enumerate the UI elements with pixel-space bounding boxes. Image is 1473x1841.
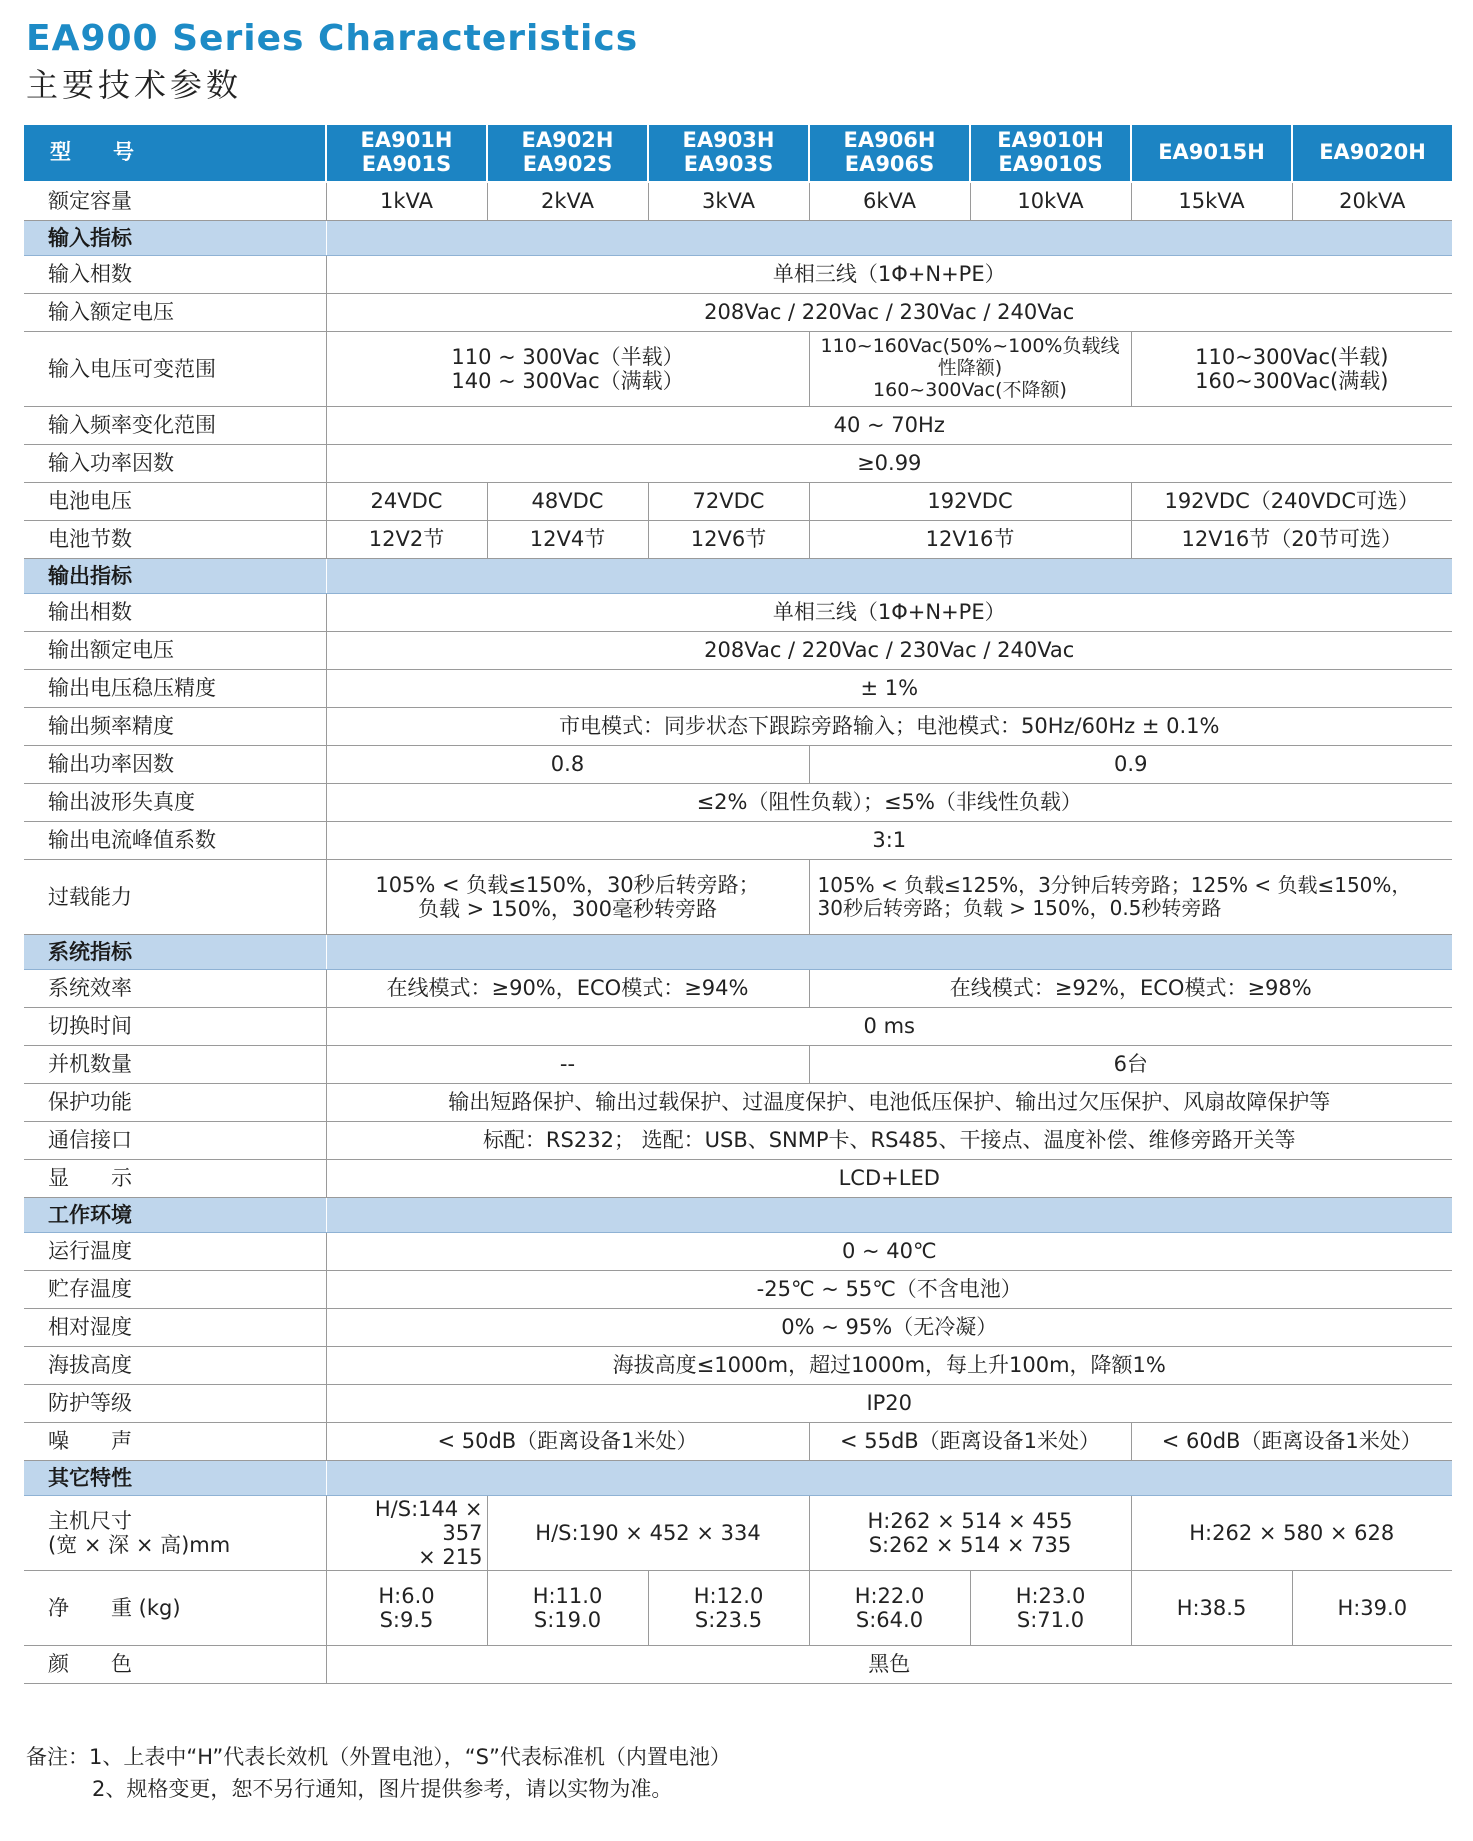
cell-value: 192VDC — [809, 483, 1131, 521]
cell-line: S:64.0 — [855, 1608, 924, 1632]
row-label: 净 重 (kg) — [24, 1571, 326, 1646]
model-name: EA906S — [844, 152, 935, 176]
cell-value: ± 1% — [326, 670, 1452, 708]
cell-value: 0 ~ 40℃ — [326, 1233, 1452, 1271]
cell-value: 0% ~ 95%（无冷凝） — [326, 1309, 1452, 1347]
table-row — [24, 521, 1452, 559]
cell-value — [326, 860, 809, 935]
row-label: 贮存温度 — [24, 1271, 326, 1309]
section-header-system — [24, 935, 1452, 970]
model-name: EA9015H — [1158, 140, 1265, 165]
cell-value: < 50dB（距离设备1米处） — [326, 1423, 809, 1461]
table-row — [24, 784, 1452, 822]
cell-line: S:23.5 — [694, 1608, 763, 1632]
table-row — [24, 407, 1452, 445]
model-ea9010 — [970, 125, 1131, 182]
table-row — [24, 670, 1452, 708]
cell-line: S:262 × 514 × 735 — [868, 1533, 1072, 1557]
cell-value: IP20 — [326, 1385, 1452, 1423]
cell-line: 105% < 负载≤125%，3分钟后转旁路；125% < 负载≤150%， — [817, 873, 1412, 897]
row-label: 输出相数 — [24, 594, 326, 632]
section-title: 其它特性 — [24, 1461, 326, 1496]
table-row — [24, 182, 1452, 221]
section-title: 系统指标 — [24, 935, 326, 970]
cell-value — [809, 860, 1452, 935]
model-ea901 — [326, 125, 487, 182]
section-header-other — [24, 1461, 1452, 1496]
cell-value: 12V16节（20节可选） — [1131, 521, 1452, 559]
cell-value: 0.8 — [326, 746, 809, 784]
cell-line: S:9.5 — [379, 1608, 434, 1632]
cell-value: -- — [326, 1046, 809, 1084]
cell-value: 24VDC — [326, 483, 487, 521]
model-ea903 — [648, 125, 809, 182]
cell-value — [970, 1571, 1131, 1646]
row-label: 输入功率因数 — [24, 445, 326, 483]
model-name: EA903S — [683, 152, 774, 176]
cell-value: 0.9 — [809, 746, 1452, 784]
table-row — [24, 970, 1452, 1008]
page-title-english: EA900 Series Characteristics — [26, 18, 639, 59]
cell-value: LCD+LED — [326, 1160, 1452, 1198]
cell-value: H:39.0 — [1292, 1571, 1452, 1646]
cell-value: 输出短路保护、输出过载保护、过温度保护、电池低压保护、输出过欠压保护、风扇故障保护等 — [326, 1084, 1452, 1122]
section-title: 工作环境 — [24, 1198, 326, 1233]
cell-value — [326, 1571, 487, 1646]
row-label: 噪 声 — [24, 1423, 326, 1461]
cell-value — [809, 1571, 970, 1646]
section-title: 输入指标 — [24, 221, 326, 256]
table-row — [24, 1008, 1452, 1046]
cell-value: 12V16节 — [809, 521, 1131, 559]
table-row — [24, 445, 1452, 483]
table-row — [24, 1385, 1452, 1423]
cell-line: 110~300Vac(半载) — [1195, 344, 1389, 369]
cell-value: < 55dB（距离设备1米处） — [809, 1423, 1131, 1461]
cell-value: 3kVA — [648, 182, 809, 221]
cell-line: S:19.0 — [533, 1608, 602, 1632]
table-row — [24, 332, 1452, 407]
cell-value: < 60dB（距离设备1米处） — [1131, 1423, 1452, 1461]
row-label: 过载能力 — [24, 860, 326, 935]
table-row — [24, 1160, 1452, 1198]
model-name: EA906H — [843, 128, 936, 153]
model-ea906 — [809, 125, 970, 182]
row-label: 并机数量 — [24, 1046, 326, 1084]
cell-value: 标配：RS232； 选配：USB、SNMP卡、RS485、干接点、温度补偿、维修旁路开关等 — [326, 1122, 1452, 1160]
cell-value: H:262 × 580 × 628 — [1131, 1496, 1452, 1571]
row-label: 电池电压 — [24, 483, 326, 521]
cell-value — [1131, 332, 1452, 407]
row-label: 防护等级 — [24, 1385, 326, 1423]
cell-line: 105% < 负载≤150%，30秒后转旁路； — [375, 872, 760, 897]
cell-line: S:71.0 — [1016, 1608, 1085, 1632]
cell-value: 单相三线（1Φ+N+PE） — [326, 594, 1452, 632]
model-name: EA902H — [521, 128, 614, 153]
row-label: 输出电压稳压精度 — [24, 670, 326, 708]
table-row — [24, 822, 1452, 860]
table-row — [24, 1084, 1452, 1122]
footnote-2: 2、规格变更，恕不另行通知，图片提供参考，请以实物为准。 — [92, 1777, 673, 1801]
row-label — [24, 1496, 326, 1571]
row-label: 输入频率变化范围 — [24, 407, 326, 445]
cell-line: H:11.0 — [532, 1583, 603, 1608]
table-row — [24, 1347, 1452, 1385]
model-name: EA901H — [360, 128, 453, 153]
table-row — [24, 294, 1452, 332]
cell-value: 市电模式：同步状态下跟踪旁路输入；电池模式：50Hz/60Hz ± 0.1% — [326, 708, 1452, 746]
row-label: 相对湿度 — [24, 1309, 326, 1347]
cell-value: 48VDC — [487, 483, 648, 521]
table-row — [24, 1271, 1452, 1309]
row-label: 保护功能 — [24, 1084, 326, 1122]
table-row — [24, 860, 1452, 935]
cell-line: 140 ~ 300Vac（满载） — [451, 369, 684, 393]
row-label-line: 主机尺寸 — [48, 1508, 132, 1533]
header-label: 型 号 — [24, 125, 326, 182]
row-label: 输出额定电压 — [24, 632, 326, 670]
cell-value: -25℃ ~ 55℃（不含电池） — [326, 1271, 1452, 1309]
footnote-1: 备注：1、上表中“H”代表长效机（外置电池），“S”代表标准机（内置电池） — [26, 1745, 731, 1769]
cell-value: 6kVA — [809, 182, 970, 221]
cell-value: H:38.5 — [1131, 1571, 1292, 1646]
cell-value — [648, 1571, 809, 1646]
cell-value: 12V6节 — [648, 521, 809, 559]
cell-value: 208Vac / 220Vac / 230Vac / 240Vac — [326, 294, 1452, 332]
table-row — [24, 1571, 1452, 1646]
row-label: 运行温度 — [24, 1233, 326, 1271]
table-row — [24, 632, 1452, 670]
table-row — [24, 1496, 1452, 1571]
model-ea902 — [487, 125, 648, 182]
cell-value: 海拔高度≤1000m，超过1000m，每上升100m，降额1% — [326, 1347, 1452, 1385]
cell-line: H/S:144 × 357 — [374, 1496, 483, 1545]
cell-value: 黑色 — [326, 1646, 1452, 1684]
spec-table — [24, 125, 1452, 1684]
table-row — [24, 594, 1452, 632]
table-row — [24, 1646, 1452, 1684]
cell-value: 单相三线（1Φ+N+PE） — [326, 256, 1452, 294]
row-label: 输入额定电压 — [24, 294, 326, 332]
model-name: EA9010H — [997, 128, 1104, 153]
model-name: EA901S — [361, 152, 452, 176]
row-label: 显 示 — [24, 1160, 326, 1198]
row-label: 输出频率精度 — [24, 708, 326, 746]
header-row — [24, 125, 1452, 182]
table-row — [24, 1046, 1452, 1084]
row-label: 输出波形失真度 — [24, 784, 326, 822]
cell-value: 10kVA — [970, 182, 1131, 221]
cell-line: 30秒后转旁路；负载 > 150%，0.5秒转旁路 — [817, 896, 1222, 920]
table-row — [24, 1309, 1452, 1347]
cell-value — [487, 1571, 648, 1646]
cell-value: 12V2节 — [326, 521, 487, 559]
footnotes — [26, 1741, 731, 1805]
row-label: 输出功率因数 — [24, 746, 326, 784]
model-name: EA903H — [682, 128, 775, 153]
cell-line: H:262 × 514 × 455 — [867, 1508, 1073, 1533]
row-label: 额定容量 — [24, 182, 326, 221]
cell-value: ≥0.99 — [326, 445, 1452, 483]
row-label-line: (宽 × 深 × 高)mm — [48, 1533, 231, 1557]
row-label: 输出电流峰值系数 — [24, 822, 326, 860]
page-title-chinese: 主要技术参数 — [26, 66, 243, 104]
cell-value: 3:1 — [326, 822, 1452, 860]
model-name: EA9020H — [1319, 140, 1426, 165]
cell-value: H/S:190 × 452 × 334 — [487, 1496, 809, 1571]
cell-line: H:6.0 — [378, 1583, 435, 1608]
cell-value — [326, 332, 809, 407]
cell-value: 1kVA — [326, 182, 487, 221]
model-ea9020 — [1292, 125, 1452, 182]
cell-line: × 215 — [418, 1545, 483, 1570]
cell-value: 208Vac / 220Vac / 230Vac / 240Vac — [326, 632, 1452, 670]
row-label: 切换时间 — [24, 1008, 326, 1046]
cell-line: 110~160Vac(50%~100%负载线性降额) — [820, 335, 1120, 380]
cell-line: 110 ~ 300Vac（半载） — [451, 344, 684, 369]
table-row — [24, 746, 1452, 784]
section-header-input — [24, 221, 1452, 256]
cell-value: 20kVA — [1292, 182, 1452, 221]
row-label: 颜 色 — [24, 1646, 326, 1684]
cell-value: ≤2%（阻性负载）；≤5%（非线性负载） — [326, 784, 1452, 822]
cell-value — [809, 332, 1131, 407]
cell-line: H:23.0 — [1015, 1583, 1086, 1608]
section-title: 输出指标 — [24, 559, 326, 594]
row-label: 海拔高度 — [24, 1347, 326, 1385]
cell-line: H:12.0 — [693, 1583, 764, 1608]
section-header-output — [24, 559, 1452, 594]
row-label: 系统效率 — [24, 970, 326, 1008]
cell-value — [326, 1496, 487, 1571]
cell-line: 160~300Vac(不降额) — [873, 378, 1067, 401]
row-label: 通信接口 — [24, 1122, 326, 1160]
section-header-environment — [24, 1198, 1452, 1233]
model-ea9015 — [1131, 125, 1292, 182]
cell-value: 72VDC — [648, 483, 809, 521]
row-label: 输入相数 — [24, 256, 326, 294]
table-row — [24, 1423, 1452, 1461]
cell-value: 2kVA — [487, 182, 648, 221]
cell-value: 0 ms — [326, 1008, 1452, 1046]
model-name: EA902S — [522, 152, 613, 176]
table-row — [24, 483, 1452, 521]
cell-line: H:22.0 — [854, 1583, 925, 1608]
cell-value: 15kVA — [1131, 182, 1292, 221]
cell-line: 负载 > 150%，300毫秒转旁路 — [417, 897, 718, 921]
cell-value: 192VDC（240VDC可选） — [1131, 483, 1452, 521]
table-row — [24, 708, 1452, 746]
cell-value: 12V4节 — [487, 521, 648, 559]
table-row — [24, 256, 1452, 294]
row-label: 电池节数 — [24, 521, 326, 559]
table-row — [24, 1233, 1452, 1271]
row-label: 输入电压可变范围 — [24, 332, 326, 407]
cell-line: 160~300Vac(满载) — [1195, 369, 1389, 393]
table-row — [24, 1122, 1452, 1160]
cell-value: 在线模式：≥90%，ECO模式：≥94% — [326, 970, 809, 1008]
model-name: EA9010S — [998, 152, 1103, 176]
cell-value: 40 ~ 70Hz — [326, 407, 1452, 445]
cell-value: 6台 — [809, 1046, 1452, 1084]
cell-value — [809, 1496, 1131, 1571]
cell-value: 在线模式：≥92%，ECO模式：≥98% — [809, 970, 1452, 1008]
